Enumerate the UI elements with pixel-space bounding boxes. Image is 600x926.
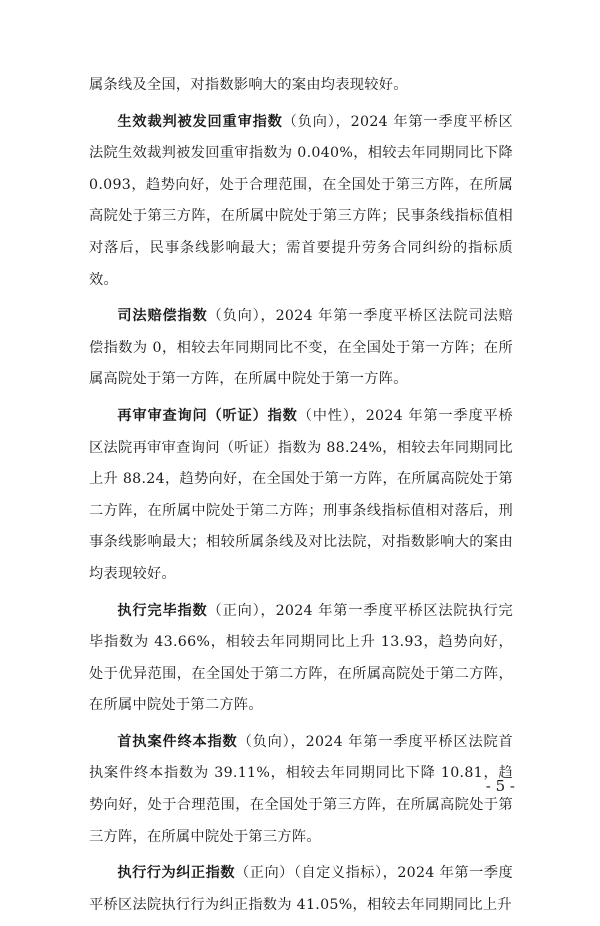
paragraph-heading: 首执案件终本指数 bbox=[117, 733, 238, 750]
page-body bbox=[89, 70, 513, 926]
paragraph-compensation-index bbox=[89, 301, 513, 396]
paragraph-text: （正向）（自定义指标），2024 年第一季度平桥区法院执行行为纠正指数为 41.05%，相较去年同期同比上升 bbox=[89, 865, 513, 913]
paragraph-retrial-index bbox=[89, 107, 513, 297]
paragraph-text: （负向），2024 年第一季度平桥区法院生效裁判被发回重审指数为 0.040%，相较去年同期同比下降 0.093，趋势向好，处于合理范围，在全国处于第三方阵，在所属高院处于第三方阵，在所属中院处于第三方阵；民事条线指标值相对落后，民事条线影响最大；需首要提升劳务合同纠纷的指标质效。 bbox=[89, 113, 513, 288]
paragraph-text: （中性），2024 年第一季度平桥区法院再审审查询问（听证）指数为 88.24%，相较去年同期同比上升 88.24，趋势向好，在全国处于第一方阵，在所属高院处于第二方阵，在所属中院处于第二方阵；刑事条线指标值相对落后，刑事条线影响最大；相较所属条线及对比法院，对指数影响大的案由均表现较好。 bbox=[89, 407, 513, 582]
paragraph-text: 属条线及全国，对指数影响大的案由均表现较好。 bbox=[89, 77, 408, 93]
paragraph-termination-index bbox=[89, 727, 513, 853]
paragraph-correction-index bbox=[89, 858, 513, 921]
paragraph-text: （正向），2024 年第一季度平桥区法院执行完毕指数为 43.66%，相较去年同期同比上升 13.93，趋势向好，处于优异范围，在全国处于第二方阵，在所属高院处于第二方阵，在所属中院处于第二方阵。 bbox=[89, 602, 513, 714]
paragraph-continuation bbox=[89, 70, 513, 102]
paragraph-text: （负向），2024 年第一季度平桥区法院首执案件终本指数为 39.11%，相较去年同期同比下降 10.81，趋势向好，处于合理范围，在全国处于第三方阵，在所属高院处于第三方阵，在所属中院处于第三方阵。 bbox=[89, 733, 513, 845]
paragraph-heading: 执行完毕指数 bbox=[117, 602, 208, 619]
paragraph-execution-complete-index bbox=[89, 596, 513, 722]
paragraph-heading: 司法赔偿指数 bbox=[117, 308, 208, 325]
page-number: - 5 - bbox=[485, 777, 515, 795]
paragraph-heading: 生效裁判被发回重审指数 bbox=[117, 113, 283, 130]
paragraph-heading: 执行行为纠正指数 bbox=[117, 865, 236, 882]
paragraph-heading: 再审审查询问（听证）指数 bbox=[117, 407, 298, 424]
paragraph-text: （负向），2024 年第一季度平桥区法院司法赔偿指数为 0，相较去年同期同比不变，在全国处于第一方阵；在所属高院处于第一方阵，在所属中院处于第一方阵。 bbox=[89, 308, 513, 388]
paragraph-hearing-index bbox=[89, 401, 513, 591]
